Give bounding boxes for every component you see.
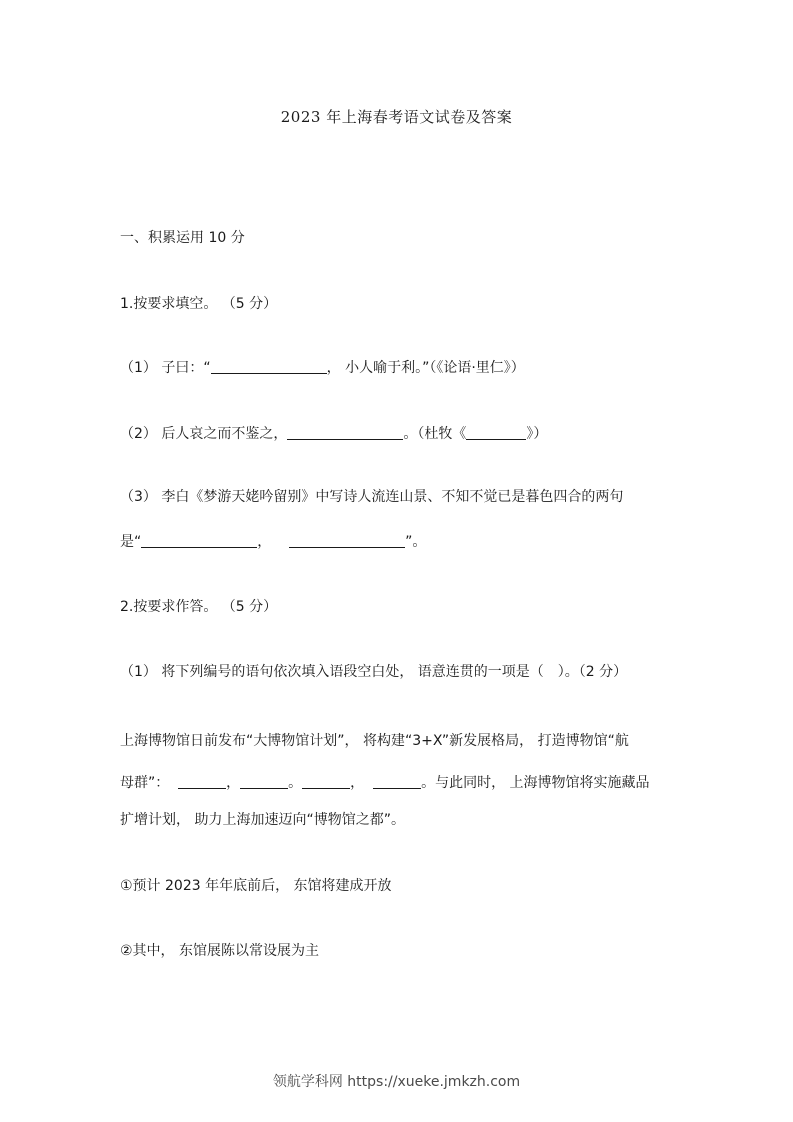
- passage-line-2: [120, 773, 650, 793]
- answer-blank[interactable]: [287, 425, 403, 440]
- question-2-item-1: （1） 将下列编号的语句依次填入语段空白处， 语意连贯的一项是（ ）。（2 分）: [120, 664, 628, 680]
- question-1-item-1: [120, 358, 525, 378]
- question-1-item-3-line-1: （3） 李白《梦游天姥吟留别》中写诗人流连山景、不知不觉已是暮色四合的两句: [120, 489, 624, 505]
- item-2-middle: 。（杜牧《: [403, 426, 467, 442]
- item-2-prefix: （2） 后人哀之而不鉴之，: [120, 426, 288, 442]
- item-1-middle: ， 小人喻于利。”（《论语·里仁》）: [326, 360, 525, 376]
- answer-blank[interactable]: [178, 774, 226, 789]
- answer-blank[interactable]: [211, 359, 327, 374]
- answer-blank[interactable]: [302, 774, 350, 789]
- item-2-suffix: 》）: [526, 426, 548, 442]
- passage-suffix: 。与此同时， 上海博物馆将实施藏品: [421, 775, 650, 791]
- question-1-item-3-line-2: [120, 532, 426, 552]
- item-3-sep: ，: [257, 534, 272, 550]
- page-title: 2023 年上海春考语文试卷及答案: [280, 108, 513, 126]
- answer-blank[interactable]: [141, 533, 257, 548]
- footer-watermark: 领航学科网 https://xueke.jmkzh.com: [272, 1074, 521, 1090]
- question-2-heading: 2.按要求作答。 （5 分）: [120, 599, 278, 615]
- item-1-prefix: （1） 子曰：“: [120, 360, 211, 376]
- answer-blank[interactable]: [240, 774, 288, 789]
- item-3-prefix: 是“: [120, 534, 142, 550]
- answer-blank[interactable]: [466, 425, 526, 440]
- passage-line-1: 上海博物馆日前发布“大博物馆计划”， 将构建“3+X”新发展格局， 打造博物馆“航: [120, 733, 629, 749]
- answer-blank[interactable]: [373, 774, 421, 789]
- separator: ，: [350, 775, 365, 791]
- passage-line-3: 扩增计划， 助力上海加速迈向“博物馆之都”。: [120, 812, 405, 828]
- question-1-heading: 1.按要求填空。 （5 分）: [120, 296, 278, 312]
- separator: 。: [288, 775, 303, 791]
- section-heading: 一、积累运用 10 分: [120, 230, 245, 246]
- option-item: ②其中， 东馆展陈以常设展为主: [120, 943, 320, 959]
- passage-prefix: 母群”：: [120, 775, 170, 791]
- separator: ，: [226, 775, 241, 791]
- item-3-suffix: ”。: [405, 534, 427, 550]
- question-1-item-2: [120, 424, 547, 444]
- answer-blank[interactable]: [289, 533, 405, 548]
- option-item: ①预计 2023 年年底前后， 东馆将建成开放: [120, 878, 392, 894]
